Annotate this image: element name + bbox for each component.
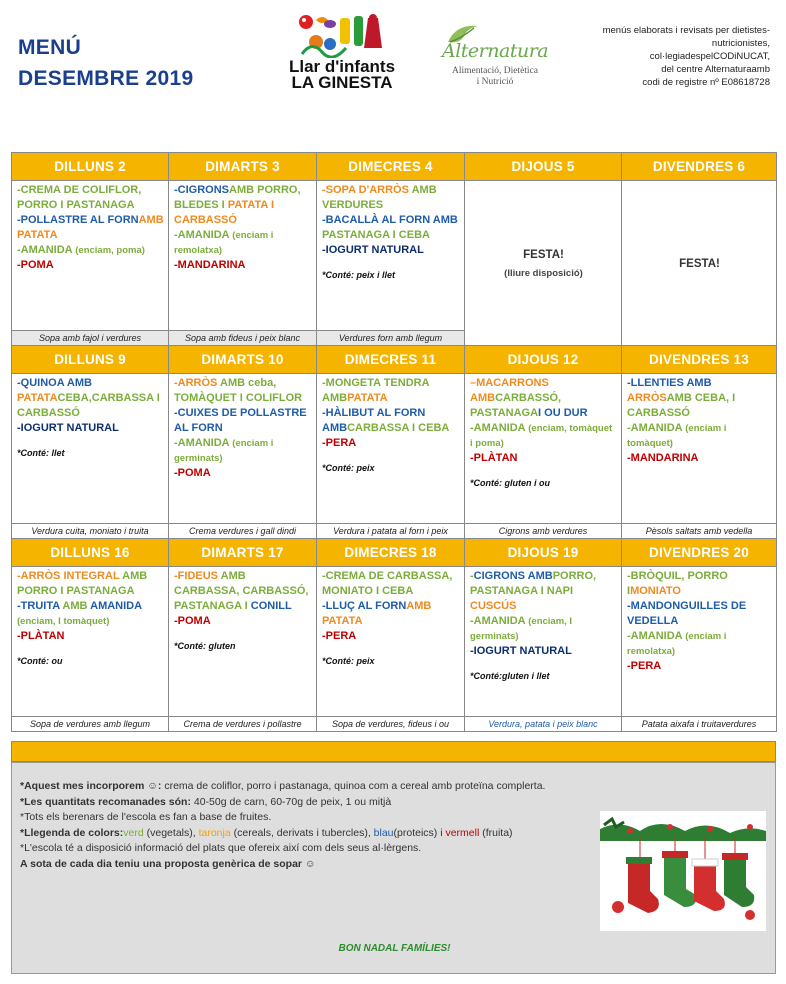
dish-text: CONILL xyxy=(250,600,292,612)
dish-text: –MACARRONS AMB xyxy=(470,377,549,404)
dish-text: MONIATO xyxy=(630,585,681,597)
title-line-1: MENÚ xyxy=(18,36,82,59)
credits-line-4: codi de registre nº E08618728 xyxy=(642,77,770,88)
dinner-suggestion: Sopa de verdures, fideus i ou xyxy=(317,717,465,732)
dinner-suggestion: Verdures forn amb llegum xyxy=(317,331,465,346)
menu-dish xyxy=(17,599,164,629)
dish-text: (enciam i germinats) xyxy=(174,438,274,464)
day-menu-cell xyxy=(12,374,169,524)
dish-text: (enciam, I tomàquet) xyxy=(17,616,110,627)
day-header: DIMECRES 18 xyxy=(317,539,465,567)
dish-text: -MANDONGUILLES DE VEDELLA xyxy=(627,600,747,627)
dish-text: -BRÒQUIL, PORRO I xyxy=(627,570,728,597)
dish-text: CIGRONS AMB xyxy=(473,570,553,582)
day-menu-cell xyxy=(169,181,317,331)
day-menu-cell xyxy=(317,374,465,524)
day-menu-cell xyxy=(12,181,169,331)
dish-text: -IOGURT NATURAL xyxy=(322,244,424,256)
day-menu-cell xyxy=(317,181,465,331)
dish-text: PASTANAGA I CEBA xyxy=(322,229,430,241)
dinner-suggestion: Verdura, patata i peix blanc xyxy=(465,717,622,732)
dish-text: -LLUÇ AL FORN xyxy=(322,600,407,612)
allergen-note: *Conté:gluten i llet xyxy=(470,671,550,681)
menu-dish xyxy=(322,629,460,644)
dish-text: ARRÒS xyxy=(627,392,667,404)
dish-text: AMANIDA xyxy=(90,600,142,612)
menu-dish xyxy=(17,183,164,213)
dish-text: -AMANIDA xyxy=(627,630,686,642)
menu-dish xyxy=(17,243,164,258)
kids-logo-icon xyxy=(296,14,392,58)
menu-dish xyxy=(470,376,617,421)
footer-notes xyxy=(11,762,776,974)
dish-text: AMB ceba, TOMÀQUET I COLIFLOR xyxy=(174,377,303,404)
dinner-suggestion-row xyxy=(12,717,777,732)
menu-dish xyxy=(174,406,312,436)
week-menu-row xyxy=(12,374,777,524)
week-menu-row xyxy=(12,181,777,331)
menu-dish xyxy=(174,258,312,273)
dish-text: CUSCÚS xyxy=(470,600,517,612)
dinner-suggestion: Crema verdures i gall dindi xyxy=(169,524,317,539)
menu-dish xyxy=(627,376,772,421)
menu-dish xyxy=(627,451,772,466)
menu-dish xyxy=(174,228,312,258)
day-header: DILLUNS 2 xyxy=(12,153,169,181)
day-header: DIJOUS 12 xyxy=(465,346,622,374)
note-sopar: A sota de cada dia teniu una proposta genèrica de sopar ☺ xyxy=(20,857,316,870)
note-llegenda: *Llegenda de colors:verd (vegetals), taronja (cereals, derivats i tubercles), blau(proteics) i vermell (fruita) xyxy=(20,826,513,839)
dish-text: -HÀLIBUT AL FORN AMB xyxy=(322,407,426,434)
week-header-row xyxy=(12,346,777,374)
allergen-note: *Conté: llet xyxy=(17,448,65,458)
day-header: DIMARTS 10 xyxy=(169,346,317,374)
ginesta-logo-line-2: LA GINESTA xyxy=(291,73,393,92)
day-menu-cell xyxy=(622,567,777,717)
dish-text: -AMANIDA xyxy=(470,422,529,434)
menu-dish xyxy=(322,213,460,243)
dish-text: CARBASSÓ, PASTANAGA xyxy=(470,392,562,419)
day-header: DIVENDRES 13 xyxy=(622,346,777,374)
menu-dish xyxy=(470,644,617,659)
dish-text: PATATA xyxy=(347,392,388,404)
dish-text: -AMANIDA xyxy=(17,244,76,256)
day-menu-cell xyxy=(317,567,465,717)
allergen-note: *Conté: peix xyxy=(322,463,375,473)
menu-table xyxy=(11,152,777,732)
dish-text: (enciam i remolatxa) xyxy=(174,230,274,256)
allergen-note: *Conté: gluten i ou xyxy=(470,478,550,488)
menu-dish xyxy=(322,569,460,599)
menu-dish xyxy=(627,599,772,629)
alternatura-subtitle xyxy=(440,66,550,88)
dish-text: PORRO, PASTANAGA I NAPI xyxy=(470,570,597,597)
dish-text: -PERA xyxy=(322,437,357,449)
dish-text: - xyxy=(470,570,474,582)
credits-text xyxy=(548,24,770,89)
credits-line-2: col·legiadespelCODiNUCAT, xyxy=(649,51,770,62)
menu-dish xyxy=(174,569,312,614)
menu-dish xyxy=(470,421,617,451)
note-incorporem: *Aquest mes incorporem ☺: crema de coliflor, porro i pastanaga, quinoa com a cereal amb proteïna complerta. xyxy=(20,780,546,792)
holiday-label: FESTA! xyxy=(679,257,720,270)
dish-text: -AMANIDA xyxy=(174,437,233,449)
week-menu-row xyxy=(12,567,777,717)
dish-text: AMB PORRO I PASTANAGA xyxy=(17,570,148,597)
menu-dish xyxy=(322,376,460,406)
dinner-suggestion: Pèsols saltats amb vedella xyxy=(622,524,777,539)
menu-dish xyxy=(322,243,460,258)
menu-dish xyxy=(627,629,772,659)
menu-dish xyxy=(17,376,164,421)
menu-dish xyxy=(627,421,772,451)
dish-text: -POLLASTRE AL FORN xyxy=(17,214,139,226)
dish-text: (enciam, poma) xyxy=(75,245,145,256)
dish-text: -AMANIDA xyxy=(470,615,529,627)
dish-text: -PERA xyxy=(627,660,662,672)
day-header: DIJOUS 5 xyxy=(465,153,622,181)
alternatura-logo xyxy=(440,22,550,102)
alternatura-brand: Alternatura xyxy=(442,40,549,62)
day-header: DILLUNS 9 xyxy=(12,346,169,374)
dinner-suggestion: Crema de verdures i pollastre xyxy=(169,717,317,732)
day-menu-cell xyxy=(622,374,777,524)
day-header: DILLUNS 16 xyxy=(12,539,169,567)
separator-bar xyxy=(11,741,776,762)
dish-text: CEBA,CARBASSA I CARBASSÓ xyxy=(17,392,160,419)
day-menu-cell xyxy=(465,567,622,717)
dinner-suggestion: Verdura i patata al forn i peix xyxy=(317,524,465,539)
dinner-suggestion: Sopa amb fideus i peix blanc xyxy=(169,331,317,346)
menu-dish xyxy=(17,629,164,644)
menu-dish xyxy=(174,614,312,629)
dish-text: PATATA I CARBASSÓ xyxy=(174,199,275,226)
menu-dish xyxy=(174,436,312,466)
menu-dish xyxy=(627,659,772,674)
dish-text: (enciam, I germinats) xyxy=(470,616,573,642)
day-header: DIVENDRES 6 xyxy=(622,153,777,181)
dish-text: -LLENTIES AMB xyxy=(627,377,712,389)
dish-text: -IOGURT NATURAL xyxy=(470,645,572,657)
christmas-greeting: BON NADAL FAMÍLIES! xyxy=(338,943,451,954)
dish-text: CARBASSA I CEBA xyxy=(347,422,450,434)
menu-dish xyxy=(470,569,617,614)
menu-dish xyxy=(174,376,312,406)
alternatura-subtitle-2: i Nutrició xyxy=(476,77,514,87)
dish-text: -MONGETA TENDRA AMB xyxy=(322,377,430,404)
dish-text: -CREMA DE CARBASSA, MONIATO I CEBA xyxy=(322,570,453,597)
ginesta-logo-line-1: Llar d'infants xyxy=(288,57,396,76)
dish-text: -IOGURT NATURAL xyxy=(17,422,119,434)
day-header: DIMECRES 4 xyxy=(317,153,465,181)
dinner-suggestion-row xyxy=(12,524,777,539)
dish-text: -QUINOA AMB xyxy=(17,377,92,389)
menu-dish xyxy=(174,183,312,228)
day-header: DIJOUS 19 xyxy=(465,539,622,567)
dish-text: -POMA xyxy=(174,615,211,627)
allergen-note: *Conté: ou xyxy=(17,656,63,666)
note-quantitats: *Les quantitats recomanades són: 40-50g de carn, 60-70g de peix, 1 ou mitjà xyxy=(20,795,392,808)
note-alergens: *L'escola té a disposició informació del plats que ofereix així com dels seus al·lèrgens. xyxy=(20,842,422,854)
dish-text: -CUIXES DE POLLASTRE AL FORN xyxy=(174,407,307,434)
dish-text: -MANDARINA xyxy=(627,452,699,464)
menu-dish xyxy=(17,569,164,599)
menu-dish xyxy=(322,406,460,436)
dish-text: -AMANIDA xyxy=(174,229,233,241)
dish-text: AMB PATATA xyxy=(17,214,164,241)
dish-text: -PERA xyxy=(322,630,357,642)
menu-dish xyxy=(470,614,617,644)
dish-text: -POMA xyxy=(17,259,54,271)
menu-dish xyxy=(470,451,617,466)
allergen-note: *Conté: gluten xyxy=(174,641,236,651)
dish-text: I OU DUR xyxy=(538,407,588,419)
dish-text: -TRUITA xyxy=(17,600,63,612)
day-menu-cell xyxy=(12,567,169,717)
dish-text: -PLÀTAN xyxy=(17,630,65,642)
day-header: DIMARTS 17 xyxy=(169,539,317,567)
day-header: DIMECRES 11 xyxy=(317,346,465,374)
dish-text: AMB PATATA xyxy=(322,600,432,627)
dish-text: (enciam i remolatxa) xyxy=(627,631,727,657)
menu-dish xyxy=(322,599,460,629)
dish-text: AMB VERDURES xyxy=(322,184,437,211)
notes-list xyxy=(20,779,545,872)
dish-text: -BACALLÀ AL FORN AMB xyxy=(322,214,458,226)
day-menu-cell xyxy=(169,374,317,524)
dish-text: -CIGRONS xyxy=(174,184,229,196)
alternatura-subtitle-1: Alimentació, Dietètica xyxy=(452,66,538,76)
dish-text: -AMANIDA xyxy=(627,422,686,434)
dish-text: -POMA xyxy=(174,467,211,479)
ginesta-logo xyxy=(282,14,402,92)
dish-text: -CREMA DE COLIFLOR, PORRO I PASTANAGA xyxy=(17,184,142,211)
dinner-suggestion: Sopa amb fajol i verdures xyxy=(12,331,169,346)
dish-text: -ARRÒS INTEGRAL xyxy=(17,570,123,582)
title-line-2: DESEMBRE 2019 xyxy=(18,67,194,90)
holiday-cell xyxy=(465,181,622,346)
dish-text: -ARRÒS xyxy=(174,377,221,389)
holiday-cell xyxy=(622,181,777,346)
credits-line-3: del centre Alternaturaamb xyxy=(661,64,770,75)
holiday-sublabel: (lliure disposició) xyxy=(504,267,583,279)
week-header-row xyxy=(12,539,777,567)
dish-text: (enciam i tomàquet) xyxy=(627,423,727,449)
dish-text: -MANDARINA xyxy=(174,259,246,271)
dish-text: PATATA xyxy=(17,392,58,404)
day-menu-cell xyxy=(465,374,622,524)
dish-text: AMB CARBASSA, CARBASSÓ, PASTANAGA I xyxy=(174,570,309,612)
credits-line-1: menús elaborats i revisats per dietistes- nutricionistes, xyxy=(602,25,770,49)
dish-text: AMB xyxy=(62,600,91,612)
allergen-note: *Conté: peix xyxy=(322,656,375,666)
menu-dish xyxy=(17,213,164,243)
dish-text: -SOPA D'ARRÒS xyxy=(322,184,412,196)
dish-text: AMB PORRO, BLEDES I xyxy=(174,184,301,211)
dinner-suggestion: Sopa de verdures amb llegum xyxy=(12,717,169,732)
menu-dish xyxy=(174,466,312,481)
menu-dish xyxy=(322,183,460,213)
menu-dish xyxy=(17,258,164,273)
dinner-suggestion: Patata aixafa i truitaverdures xyxy=(622,717,777,732)
day-header: DIVENDRES 20 xyxy=(622,539,777,567)
dinner-suggestion: Cigrons amb verdures xyxy=(465,524,622,539)
day-header: DIMARTS 3 xyxy=(169,153,317,181)
day-menu-cell xyxy=(169,567,317,717)
holiday-label: FESTA! xyxy=(523,248,564,261)
menu-dish xyxy=(627,569,772,599)
christmas-stockings-icon xyxy=(600,811,766,931)
allergen-note: *Conté: peix i llet xyxy=(322,270,396,280)
menu-dish xyxy=(17,421,164,436)
dish-text: -PLÀTAN xyxy=(470,452,518,464)
page-title xyxy=(18,32,193,94)
menu-dish xyxy=(322,436,460,451)
dish-text: (enciam, tomàquet i poma) xyxy=(470,423,613,449)
note-berenars: *Tots els berenars de l'escola es fan a base de fruites. xyxy=(20,811,272,823)
week-header-row xyxy=(12,153,777,181)
dish-text: -FIDEUS xyxy=(174,570,221,582)
dinner-suggestion: Verdura cuita, moniato i truita xyxy=(12,524,169,539)
dish-text: AMB CEBA, I CARBASSÓ xyxy=(627,392,736,419)
